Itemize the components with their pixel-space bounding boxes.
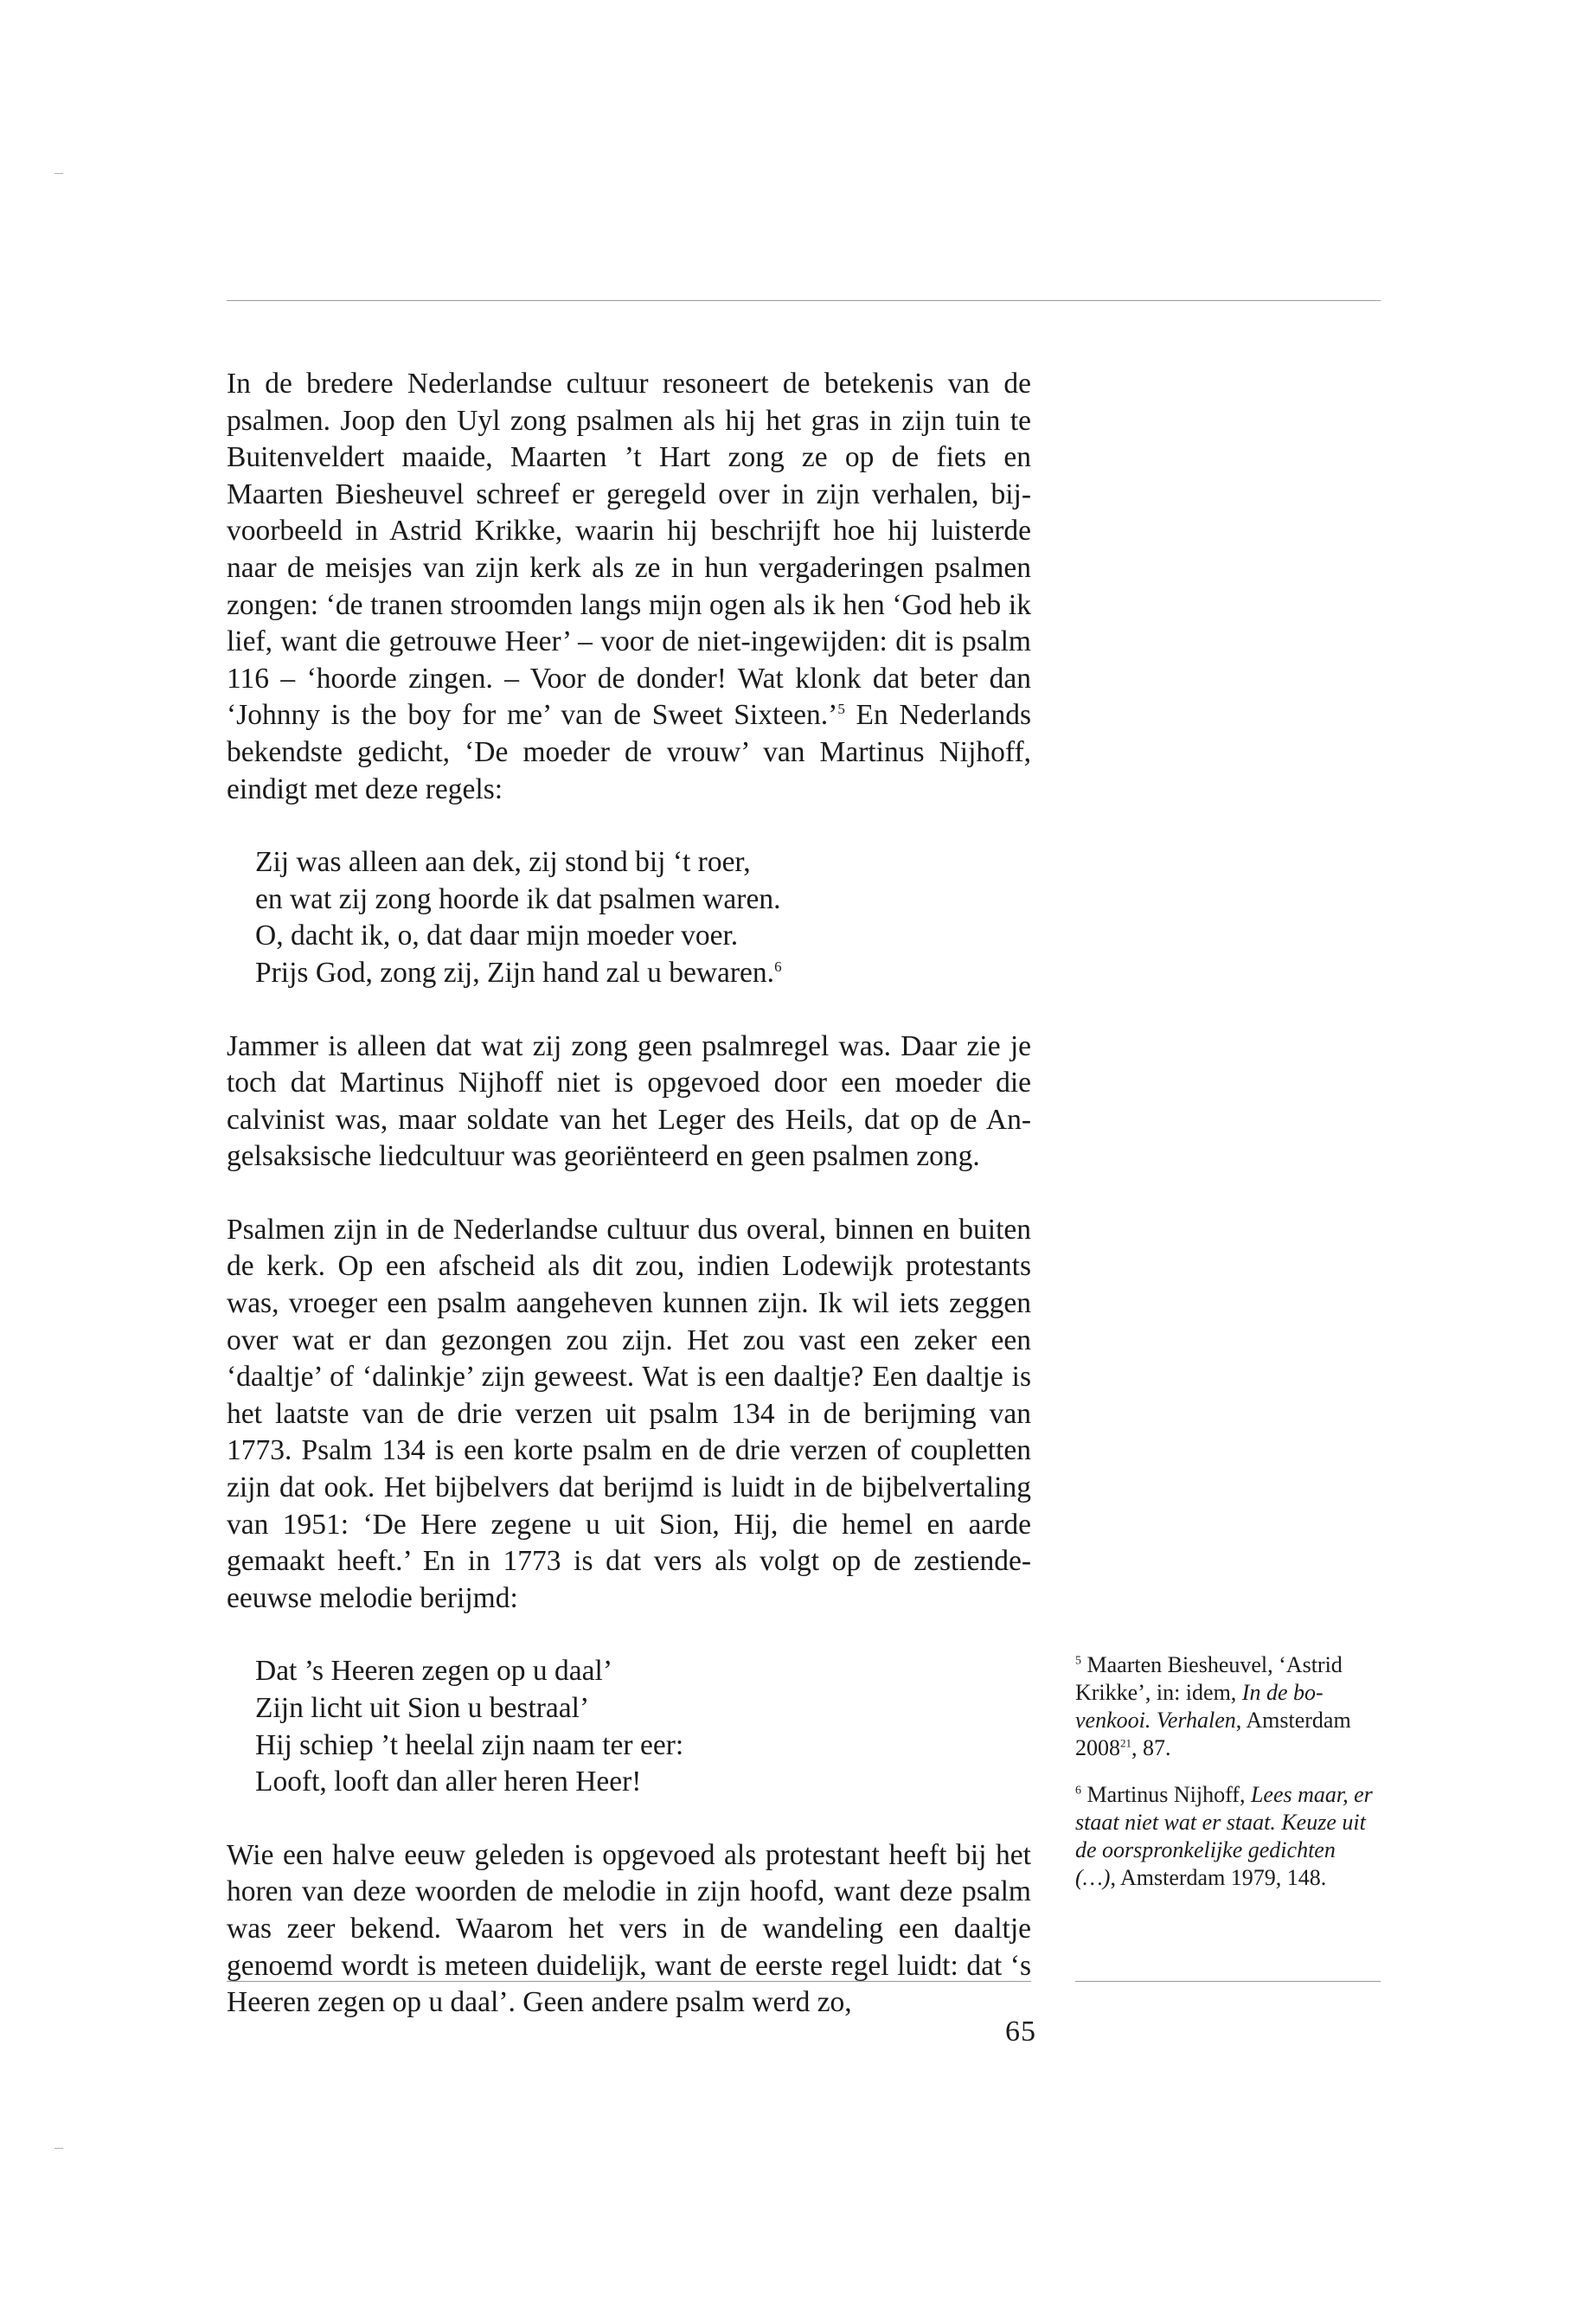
footnote-number: 5 [1075,1654,1081,1668]
paragraph-4: Wie een halve eeuw geleden is opgevoed als protestant heeft bij het horen van deze woorden de melodie in zijn hoofd, want deze psalm was zeer bekend. Waarom het vers in de wandeling een daaltje genoemd wordt is meteen duidelijk, want de eerste regel luidt: dat ‘s Heeren zegen op u daal’. Geen andere psalm werd zo, [227,1838,1031,2019]
footnotes-column [1075,1651,1381,1911]
footnote-text: , Amsterdam 2008 [1075,1708,1351,1760]
footnote-text: , Amsterdam 1979, 148. [1110,1865,1327,1890]
poem-line: Zij was alleen aan dek, zij stond bij ‘t roer, [255,846,751,879]
footnote-edition: 21 [1120,1736,1131,1750]
footer-rule [227,1981,1031,1982]
poem-quote-psalm [255,1653,1031,1800]
paragraph-3: Psalmen zijn in de Nederlandse cultuur dus overal, binnen en buiten de kerk. Op een afscheid als dit zou, indien Lodewijk protestants was, vroeger een psalm aangeheven kunnen zijn. Ik wil iets zeggen over wat er dan gezongen zou zijn. Het zou vast een zeker een ‘daaltje’ of ‘dalinkje’ zijn geweest. Wat is een daaltje? Een daaltje is het laatste van de drie verzen uit psalm 134 in de berijming van 1773. Psalm 134 is een korte psalm en de drie verzen of coupletten zijn dat ook. Het bijbelvers dat berijmd is luidt in de bijbelvertaling van 1951: ‘De Here zegene u uit Sion, Hij, die hemel en aarde gemaakt heeft.’ En in 1773 is dat vers als volgt op de zestiende-eeuwse melodie berijmd: [227,1213,1031,1614]
paragraph-1-text: In de bredere Nederlandse cultuur resoneert de betekenis van de psalmen. Joop den Uyl zong psalmen als hij het gras in zijn tuin te Buitenveldert maaide, Maarten ’t Hart zong ze op de fiets en Maarten Biesheuvel schreef er geregeld over in zijn verhalen, bijvoorbeeld in Astrid Krikke, waarin hij beschrijft hoe hij luisterde naar de meisjes van zijn kerk als ze in hun vergaderingen psalmen zongen: ‘de tranen stroomden langs mijn ogen als ik hen ‘God heb ik lief, want die getrouwe Heer’ – voor de niet-ingewijden: dit is psalm 116 – ‘hoorde zingen. – Voor de donder! Wat klonk dat beter dan ‘Johnny is the boy for me’ van de Sweet Sixteen.’ [227,368,1031,732]
poem-line: Dat ’s Heeren zegen op u daal’ [255,1655,612,1688]
paragraph-1 [227,366,1031,808]
footnote-title: Lees maar, er staat niet wat er staat. Keuze uit de oorspronkelijke gedichten (…) [1075,1782,1373,1890]
header-rule [227,300,1381,301]
footnote-text: Martinus Nijhoff, [1086,1782,1251,1807]
crop-mark [54,173,63,174]
poem-line-text: Prijs God, zong zij, Zijn hand zal u bewaren. [255,956,775,989]
footnote-ref-6: 6 [774,958,782,975]
poem-line: Zijn licht uit Sion u bestraal’ [255,1692,590,1724]
footnote-6 [1075,1781,1381,1892]
footnote-text: Maarten Biesheuvel, ‘Astrid Krikke’, in: idem, [1075,1652,1343,1705]
poem-line [255,955,1031,992]
footnote-5 [1075,1651,1381,1762]
footnote-ref-5: 5 [837,701,845,718]
poem-quote-nijhoff [255,844,1031,991]
poem-line: Hij schiep ’t heelal zijn naam ter eer: [255,1728,684,1761]
footnote-text: , 87. [1131,1735,1171,1760]
paragraph-1-tail: En Nederlands bekendste gedicht, ‘De moeder de vrouw’ van Martinus Nijhoff, eindigt met deze regels: [227,699,1031,805]
footer-rule-notes [1075,1981,1381,1982]
page-number: 65 [1005,2016,1036,2048]
footnote-title: In de bovenkooi. Verhalen [1075,1680,1324,1733]
paragraph-2: Jammer is alleen dat wat zij zong geen psalmregel was. Daar zie je toch dat Martinus Nijhoff niet is opgevoed door een moeder die calvinist was, maar soldate van het Leger des Heils, dat op de Angelsaksische liedcultuur was georiënteerd en geen psalmen zong. [227,1029,1031,1173]
poem-line: en wat zij zong hoorde ik dat psalmen waren. [255,882,781,915]
footnote-number: 6 [1075,1784,1081,1798]
main-text-column [227,366,1031,2022]
crop-mark [54,2148,63,2149]
poem-line: Looft, looft dan aller heren Heer! [255,1766,642,1798]
poem-line: O, dacht ik, o, dat daar mijn moeder voer. [255,920,739,952]
